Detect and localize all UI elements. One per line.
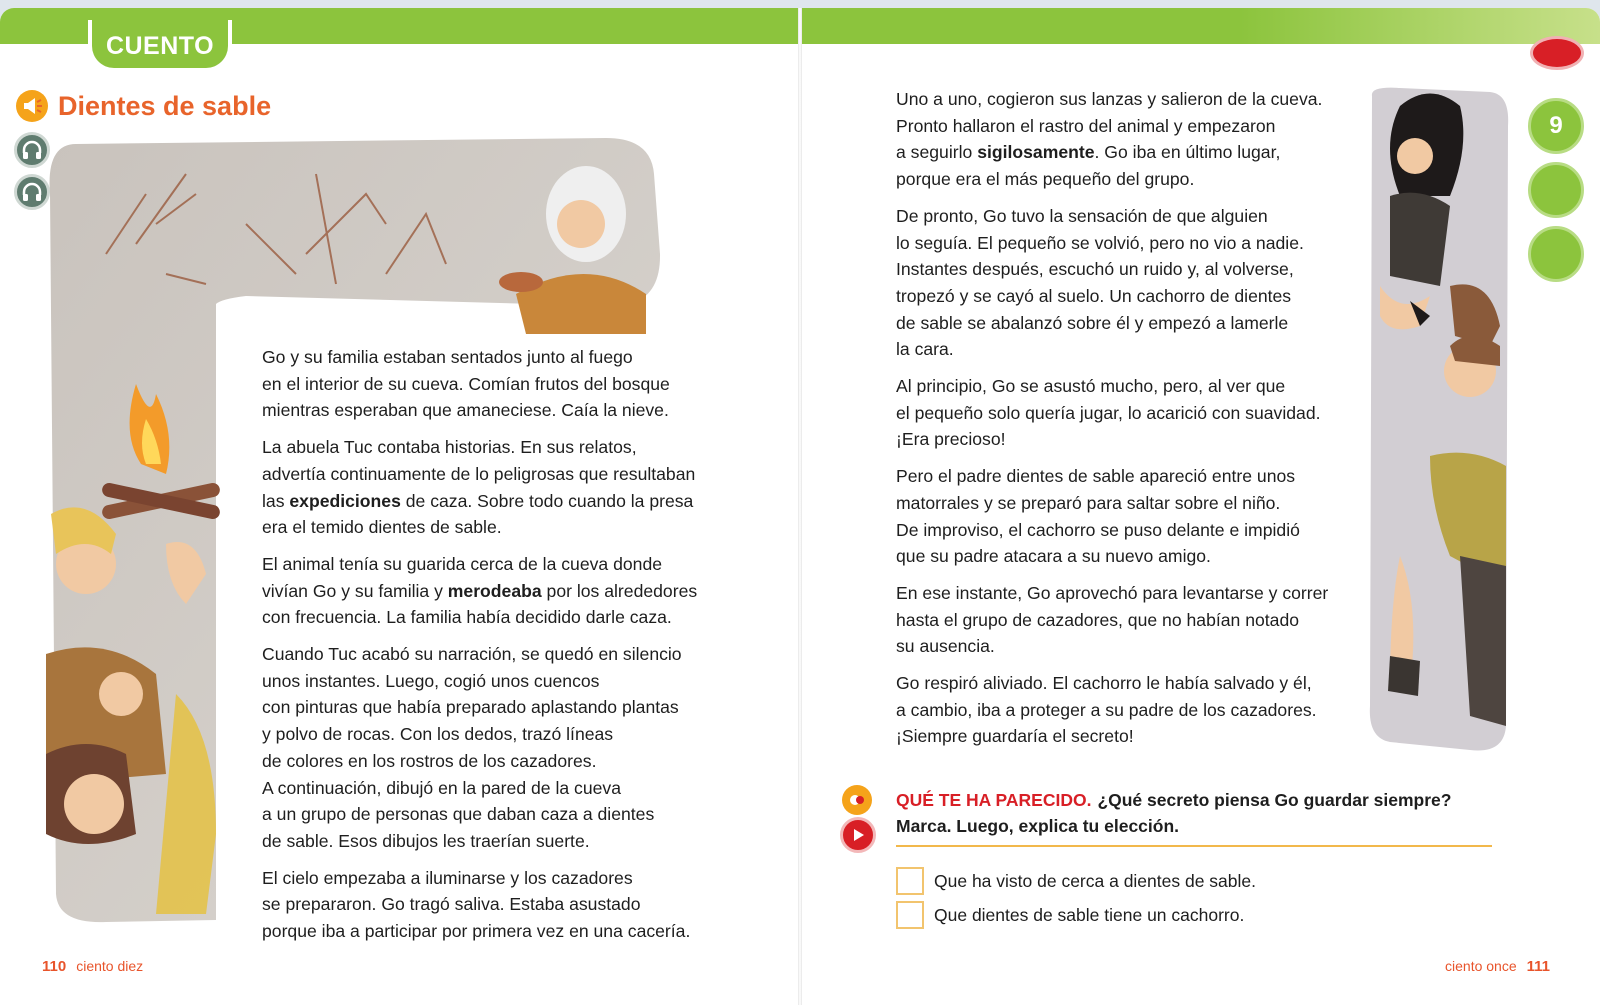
text-line: porque era el más pequeño del grupo. <box>896 169 1195 190</box>
text-fragment: vivían Go y su familia y <box>262 580 448 601</box>
question-text <box>896 787 1516 839</box>
text-line: De improviso, el cachorro se puso delante e impidió <box>896 519 1300 540</box>
text-line: unos instantes. Luego, cogió unos cuencos <box>262 670 600 691</box>
left-page <box>0 8 800 1005</box>
title-row <box>16 90 271 122</box>
paragraph <box>262 551 732 631</box>
text-line: matorrales y se preparó para saltar sobre el niño. <box>896 492 1281 513</box>
vocab-word: sigilosamente <box>977 142 1095 163</box>
paragraph <box>262 865 732 945</box>
paragraph <box>262 641 732 855</box>
text-line: de colores en los rostros de los cazadores. <box>262 750 597 771</box>
side-tab[interactable] <box>1528 162 1584 218</box>
vocab-word: expediciones <box>289 490 401 511</box>
paragraph <box>896 203 1366 363</box>
story-title: Dientes de sable <box>58 90 272 121</box>
side-tab[interactable] <box>1528 226 1584 282</box>
red-tab-marker <box>1530 36 1584 70</box>
unit-tab[interactable]: 9 <box>1528 98 1584 154</box>
text-line: con pinturas que había preparado aplastando plantas <box>262 697 679 718</box>
text-line: lo seguía. El pequeño se volvió, pero no vio a nadie. <box>896 232 1304 253</box>
page-number-words: ciento once <box>1445 958 1517 974</box>
text-line: de sable. Esos dibujos les traerían suerte. <box>262 830 590 851</box>
question-prompt: ¿Qué secreto piensa Go guardar siempre? <box>1097 790 1452 810</box>
headphones-icon[interactable] <box>14 174 50 210</box>
page-number: 110 <box>42 958 67 975</box>
headphones-icon[interactable] <box>14 132 50 168</box>
text-line: a un grupo de personas que daban caza a dientes <box>262 804 655 825</box>
text-line: Pero el padre dientes de sable apareció entre unos <box>896 466 1296 487</box>
text-line: El cielo empezaba a iluminarse y los cazadores <box>262 867 633 888</box>
divider <box>896 845 1492 847</box>
text-line: el pequeño solo quería jugar, lo acarició con suavidad. <box>896 402 1321 423</box>
text-line: El animal tenía su guarida cerca de la cueva donde <box>262 553 663 574</box>
text-line: a cambio, iba a proteger a su padre de los cazadores. <box>896 699 1317 720</box>
paragraph <box>262 344 732 424</box>
option-label: Que ha visto de cerca a dientes de sable. <box>934 870 1257 891</box>
text-line: Al principio, Go se asustó mucho, pero, al ver que <box>896 376 1286 397</box>
section-tab: CUENTO <box>88 20 232 72</box>
text-line: ¡Siempre guardaría el secreto! <box>896 726 1134 747</box>
text-line: Pronto hallaron el rastro del animal y empezaron <box>896 115 1276 136</box>
text-line: ¡Era precioso! <box>896 429 1006 450</box>
text-line: Cuando Tuc acabó su narración, se quedó en silencio <box>262 644 682 665</box>
page-number-right <box>1445 958 1550 975</box>
text-line: Go y su familia estaban sentados junto al fuego <box>262 347 633 367</box>
option-checkbox[interactable] <box>896 867 924 895</box>
text-line: Uno a uno, cogieron sus lanzas y salieron de la cueva. <box>896 89 1323 109</box>
text-line: se prepararon. Go tragó saliva. Estaba asustado <box>262 894 641 915</box>
text-line: tropezó y se cayó al suelo. Un cachorro de dientes <box>896 285 1292 306</box>
text-line: hasta el grupo de cazadores, que no habían notado <box>896 609 1300 630</box>
play-icon[interactable] <box>840 817 876 853</box>
paragraph <box>896 670 1366 750</box>
paragraph <box>896 86 1366 193</box>
text-line: A continuación, dibujó en la pared de la cueva <box>262 777 621 798</box>
text-line: mientras esperaban que amaneciese. Caía la nieve. <box>262 400 669 421</box>
text-line: en el interior de su cueva. Comían frutos del bosque <box>262 373 670 394</box>
speech-icon <box>842 785 872 815</box>
text-fragment: por los alrededores <box>541 580 698 601</box>
text-line: En ese instante, Go aprovechó para levantarse y correr <box>896 582 1329 603</box>
text-line: porque iba a participar por primera vez en una cacería. <box>262 921 691 942</box>
story-text-right <box>896 86 1366 760</box>
text-fragment: de caza. Sobre todo cuando la presa <box>400 490 694 511</box>
text-fragment: . Go iba en último lugar, <box>1094 142 1281 163</box>
question-label: QUÉ TE HA PARECIDO. <box>896 790 1092 810</box>
paragraph <box>896 463 1366 570</box>
text-line: era el temido dientes de sable. <box>262 517 502 538</box>
text-line: la cara. <box>896 339 954 360</box>
story-text-left <box>262 344 732 955</box>
page-number-left <box>42 958 143 975</box>
page-number: 111 <box>1526 958 1550 975</box>
text-line: que su padre atacara a su nuevo amigo. <box>896 546 1211 567</box>
text-line: su ausencia. <box>896 636 995 657</box>
paragraph <box>896 373 1366 453</box>
text-line: Go respiró aliviado. El cachorro le había salvado y él, <box>896 673 1312 694</box>
hunters-illustration <box>1360 86 1510 756</box>
text-line: con frecuencia. La familia había decidido darle caza. <box>262 607 672 628</box>
answer-option[interactable] <box>896 901 1244 929</box>
text-fragment: a seguirlo <box>896 142 978 163</box>
vocab-word: merodeaba <box>447 580 542 601</box>
text-fragment: las <box>262 490 290 511</box>
question-instruction: Marca. Luego, explica tu elección. <box>896 816 1180 836</box>
header-band <box>800 8 1600 44</box>
book-gutter <box>798 8 802 1005</box>
paragraph <box>896 580 1366 660</box>
paragraph <box>262 434 732 541</box>
text-line: Instantes después, escuchó un ruido y, al volverse, <box>896 259 1294 280</box>
text-line: La abuela Tuc contaba historias. En sus relatos, <box>262 437 637 458</box>
option-checkbox[interactable] <box>896 901 924 929</box>
answer-option[interactable] <box>896 867 1256 895</box>
speaker-icon[interactable] <box>16 90 48 122</box>
text-line: De pronto, Go tuvo la sensación de que alguien <box>896 205 1268 226</box>
text-line: advertía continuamente de lo peligrosas que resultaban <box>262 463 696 484</box>
text-line: y polvo de rocas. Con los dedos, trazó líneas <box>262 724 614 745</box>
option-label: Que dientes de sable tiene un cachorro. <box>934 904 1245 925</box>
book-spread <box>0 8 1600 1005</box>
text-line: de sable se abalanzó sobre él y empezó a lamerle <box>896 312 1289 333</box>
right-page <box>800 8 1600 1005</box>
page-number-words: ciento diez <box>76 958 144 974</box>
